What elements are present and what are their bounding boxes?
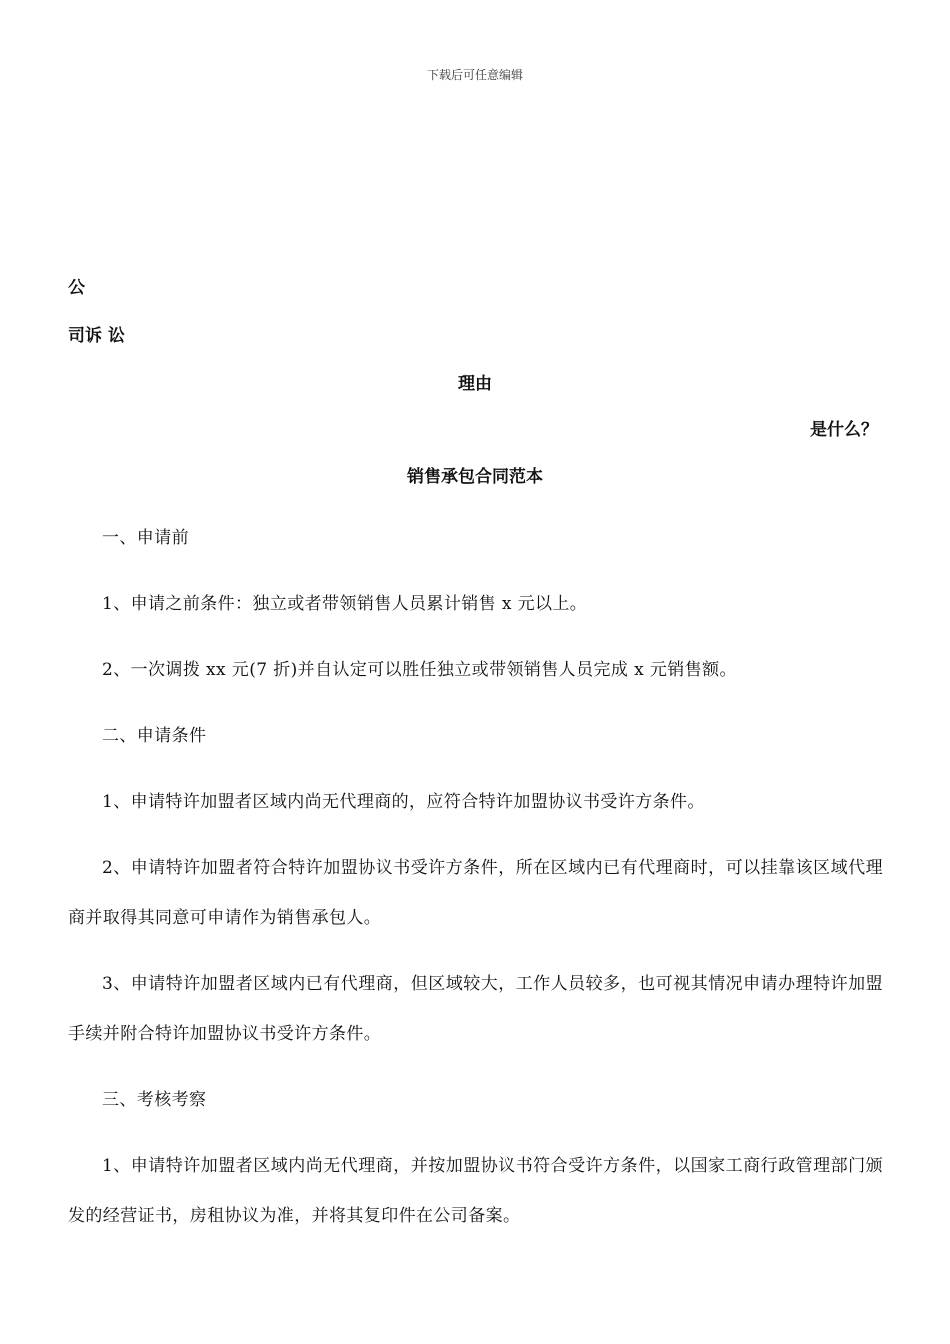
section-heading: 三、考核考察 bbox=[102, 1090, 207, 1110]
fragment-liyou: 理由 bbox=[458, 374, 492, 394]
fragment-sisong: 司诉 讼 bbox=[68, 326, 125, 346]
paragraph: 2、申请特许加盟者符合特许加盟协议书受许方条件，所在区域内已有代理商时，可以挂靠该区域代理商并取得其同意可申请作为销售承包人。 bbox=[68, 858, 883, 928]
paragraph: 2、一次调拨 xx 元(7 折)并自认定可以胜任独立或带领销售人员完成 x 元销售额。 bbox=[102, 660, 737, 680]
paragraph: 3、申请特许加盟者区域内已有代理商，但区域较大，工作人员较多，也可视其情况申请办理特许加盟手续并附合特许加盟协议书受许方条件。 bbox=[68, 974, 883, 1044]
paragraph: 1、申请特许加盟者区域内尚无代理商的，应符合特许加盟协议书受许方条件。 bbox=[102, 792, 705, 812]
document-title: 销售承包合同范本 bbox=[407, 467, 543, 487]
fragment-shishenme: 是什么？ bbox=[810, 420, 878, 440]
page-header-note: 下载后可任意编辑 bbox=[426, 68, 523, 82]
section-heading: 二、申请条件 bbox=[102, 726, 207, 746]
paragraph: 1、申请特许加盟者区域内尚无代理商，并按加盟协议书符合受许方条件，以国家工商行政管理部门颁发的经营证书，房租协议为准，并将其复印件在公司备案。 bbox=[68, 1156, 883, 1226]
section-heading: 一、申请前 bbox=[102, 528, 189, 548]
fragment-gong: 公 bbox=[68, 278, 85, 298]
paragraph: 1、申请之前条件：独立或者带领销售人员累计销售 x 元以上。 bbox=[102, 594, 588, 614]
document-body bbox=[68, 513, 883, 1241]
